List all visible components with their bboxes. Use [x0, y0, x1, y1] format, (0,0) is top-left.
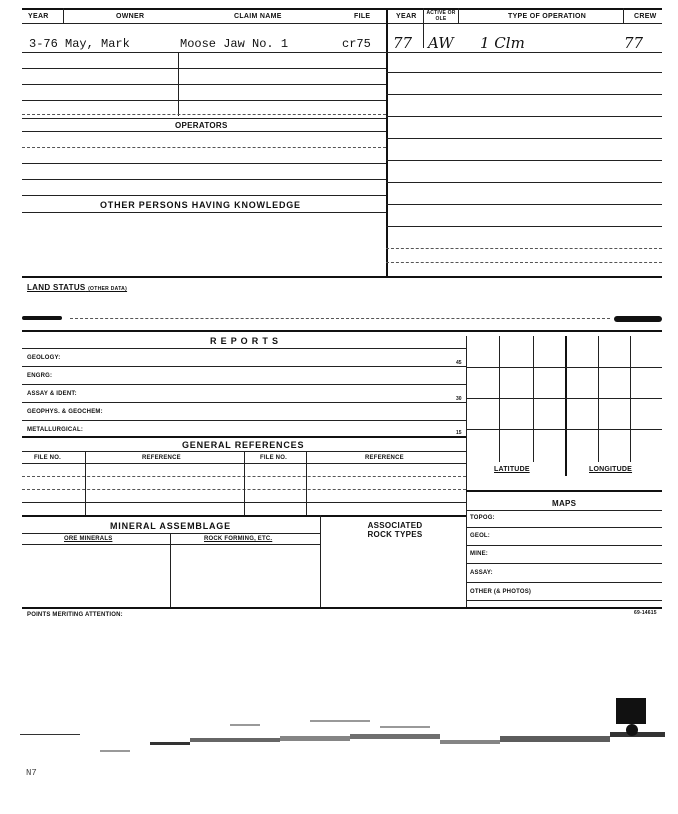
grid-col: [598, 336, 599, 462]
entry-active-handwritten: AW: [428, 34, 454, 52]
row-rule: [22, 147, 386, 148]
mineral-header-rule: [22, 544, 320, 545]
row-rule-right: [386, 182, 662, 183]
header-year-right: YEAR: [396, 13, 417, 20]
row-rule: [22, 68, 386, 69]
report-label-metallurgical: METALLURGICAL:: [27, 427, 84, 433]
header-claim-name: CLAIM NAME: [234, 13, 282, 20]
maps-rule: [466, 582, 662, 583]
ref-col-file-no-1: FILE NO.: [34, 455, 61, 461]
land-status-top-rule: [22, 276, 662, 278]
entry-year-handwritten: 77: [393, 34, 413, 52]
reports-title-rule: [22, 348, 466, 349]
mineral-col-ore: ORE MINERALS: [64, 536, 113, 542]
header-file: FILE: [354, 13, 371, 20]
report-num-metallurgical: 15: [456, 430, 462, 436]
row-rule-right: [386, 248, 662, 249]
header-bottom-rule: [22, 23, 662, 24]
row-rule: [22, 163, 386, 164]
reports-title: R E P O R T S: [210, 336, 279, 346]
maps-rule: [466, 527, 662, 528]
col-sep: [63, 8, 64, 23]
row-rule-right: [386, 204, 662, 205]
header-active-or-ole: ACTIVE OR OLE: [426, 10, 456, 22]
report-rule: [22, 402, 466, 403]
maps-rule: [466, 545, 662, 546]
operators-title-rule: [22, 131, 386, 132]
entry-crew-handwritten: 77: [624, 34, 644, 52]
entry-type-handwritten: 1 Clm: [480, 34, 525, 52]
report-label-engrg: ENGRG:: [27, 373, 53, 379]
grid-col: [630, 336, 631, 462]
header-crew: CREW: [634, 13, 657, 20]
maps-geol: GEOL:: [470, 533, 490, 539]
row-rule: [22, 84, 386, 85]
grid-col-center: [565, 336, 567, 476]
maps-rule: [466, 563, 662, 564]
general-references-title: GENERAL REFERENCES: [182, 440, 305, 450]
latitude-label: LATITUDE: [494, 466, 530, 473]
report-num-geology: 45: [456, 360, 462, 366]
report-rule: [22, 420, 466, 421]
col-sep: [623, 8, 624, 23]
report-label-assay: ASSAY & IDENT:: [27, 391, 77, 397]
maps-mine: MINE:: [470, 551, 488, 557]
row-rule: [22, 100, 386, 101]
header-year: YEAR: [28, 13, 49, 20]
mineral-title-rule: [22, 533, 320, 534]
row-rule: [22, 52, 386, 53]
row-rule: [22, 195, 386, 196]
mineral-col-sep: [170, 533, 171, 607]
grid-col: [533, 336, 534, 462]
other-persons-rule: [22, 212, 386, 213]
owner-claim-sep: [178, 52, 179, 116]
bottom-mark: N7: [26, 768, 37, 778]
maps-assay: ASSAY:: [470, 570, 493, 576]
maps-top-rule: [466, 490, 662, 492]
row-rule-right: [386, 72, 662, 73]
top-border: [22, 8, 662, 10]
bottom-form-rule: [22, 607, 662, 609]
maps-title: MAPS: [552, 499, 577, 508]
grid-row: [466, 398, 662, 399]
header-type-of-operation: TYPE OF OPERATION: [508, 13, 587, 20]
row-rule-right: [386, 94, 662, 95]
report-label-geophys: GEOPHYS. & GEOCHEM:: [27, 409, 103, 415]
grid-row: [466, 367, 662, 368]
ref-col-sep: [85, 451, 86, 515]
land-status-line: [70, 318, 610, 319]
operators-rule: [22, 118, 386, 119]
report-num-assay: 30: [456, 396, 462, 402]
col-sep: [423, 8, 424, 48]
entry-claim-name: Moose Jaw No. 1: [180, 37, 289, 51]
land-status-mark: [22, 316, 62, 320]
entry-file: cr75: [342, 37, 371, 51]
grid-col: [499, 336, 500, 462]
mineral-assemblage-title: MINERAL ASSEMBLAGE: [110, 521, 231, 531]
report-rule: [22, 384, 466, 385]
points-meriting-attention: POINTS MERITING ATTENTION:: [27, 612, 123, 618]
header-owner: OWNER: [116, 13, 145, 20]
row-rule-right: [386, 138, 662, 139]
land-status-mark: [614, 316, 662, 322]
right-panel-border: [466, 336, 467, 607]
entry-year-owner: 3-76 May, Mark: [29, 37, 130, 51]
maps-topog: TOPOG:: [470, 515, 495, 521]
row-rule: [22, 179, 386, 180]
mineral-rock-sep: [320, 515, 321, 607]
maps-title-rule: [466, 510, 662, 511]
ref-col-sep: [244, 451, 245, 515]
grid-row: [466, 429, 662, 430]
ref-col-file-no-2: FILE NO.: [260, 455, 287, 461]
row-rule-right: [386, 160, 662, 161]
row-rule: [22, 114, 386, 115]
report-label-geology: GEOLOGY:: [27, 355, 61, 361]
row-rule-right: [386, 52, 662, 53]
report-rule: [22, 366, 466, 367]
land-status-title: LAND STATUS (OTHER DATA): [27, 283, 128, 292]
longitude-label: LONGITUDE: [589, 466, 633, 473]
col-sep: [458, 8, 459, 23]
scan-noise-band: [0, 690, 678, 780]
report-rule: [22, 436, 466, 438]
ref-bottom-rule: [22, 515, 466, 517]
form-number: 69-14615: [634, 610, 657, 616]
row-rule-right: [386, 116, 662, 117]
ref-col-reference-1: REFERENCE: [142, 455, 181, 461]
row-rule-right: [386, 262, 662, 263]
ref-col-reference-2: REFERENCE: [365, 455, 404, 461]
ref-col-sep: [306, 451, 307, 515]
mineral-col-rock-forming: ROCK FORMING, ETC.: [204, 536, 273, 542]
center-divider: [386, 8, 388, 278]
maps-other: OTHER (& PHOTOS): [470, 589, 532, 595]
other-persons-title: OTHER PERSONS HAVING KNOWLEDGE: [100, 200, 301, 210]
associated-rock-types-title: ASSOCIATED ROCK TYPES: [367, 521, 423, 539]
maps-rule: [466, 600, 662, 601]
reports-top-rule: [22, 330, 662, 332]
operators-title: OPERATORS: [175, 121, 228, 130]
row-rule-right: [386, 226, 662, 227]
